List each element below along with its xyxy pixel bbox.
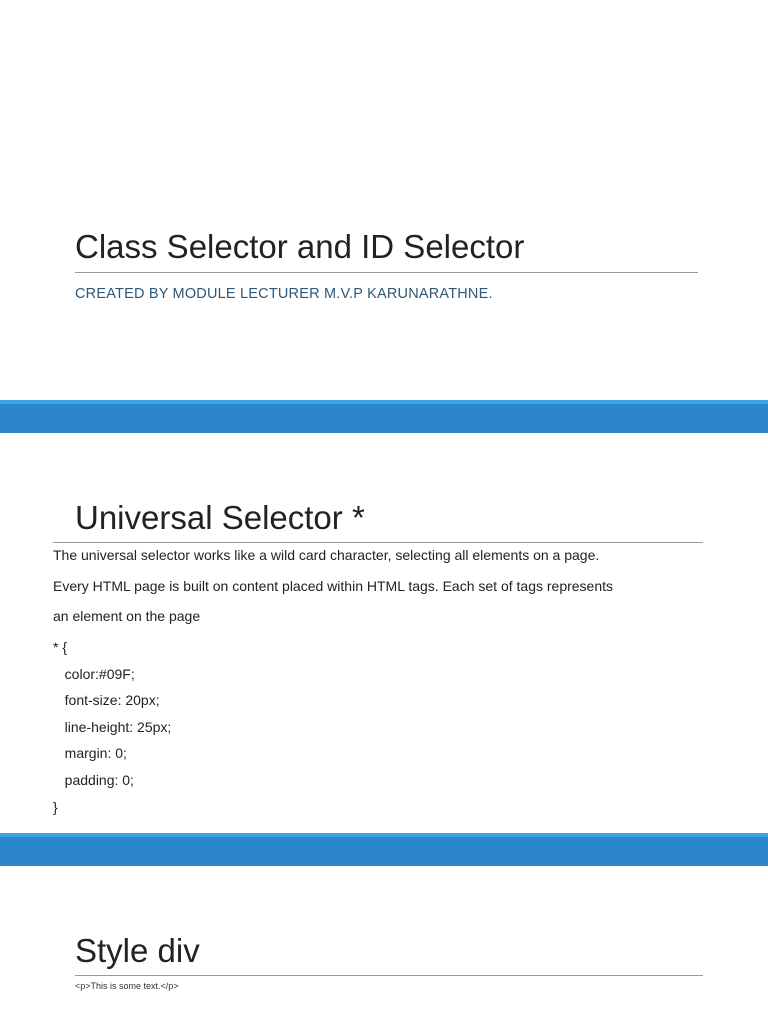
slide-style-div [0, 866, 768, 1024]
code-line: line-height: 25px; [53, 718, 172, 735]
code-line: * { [53, 639, 68, 655]
code-line: color:#09F; [53, 665, 135, 682]
divider-accent-stripe [0, 833, 768, 837]
code-line: padding: 0; [53, 771, 134, 788]
slide-divider-band [0, 400, 768, 433]
slide-3-title: Style div [75, 932, 200, 969]
slide-universal-selector [0, 433, 768, 833]
slide-divider-band [0, 833, 768, 866]
title-underline [75, 272, 698, 273]
slide-2-title: Universal Selector * [75, 499, 365, 536]
divider-accent-stripe [0, 400, 768, 404]
title-underline [75, 975, 703, 976]
slide-1-title: Class Selector and ID Selector [75, 228, 525, 265]
slide-2-body [53, 540, 713, 632]
body-line: Every HTML page is built on content placed within HTML tags. Each set of tags represents [53, 577, 614, 594]
code-line: font-size: 20px; [53, 692, 160, 709]
html-code-snippet: <p>This is some text.</p> [75, 981, 179, 991]
css-code-block [53, 634, 171, 820]
code-line: } [53, 798, 58, 815]
slide-title [0, 0, 768, 400]
slide-1-subtitle: CREATED BY MODULE LECTURER M.V.P KARUNARATHNE. [75, 286, 493, 302]
body-line: an element on the page [53, 608, 201, 624]
body-line: The universal selector works like a wild card character, selecting all elements on a page. [53, 547, 600, 563]
code-line: margin: 0; [53, 745, 127, 762]
